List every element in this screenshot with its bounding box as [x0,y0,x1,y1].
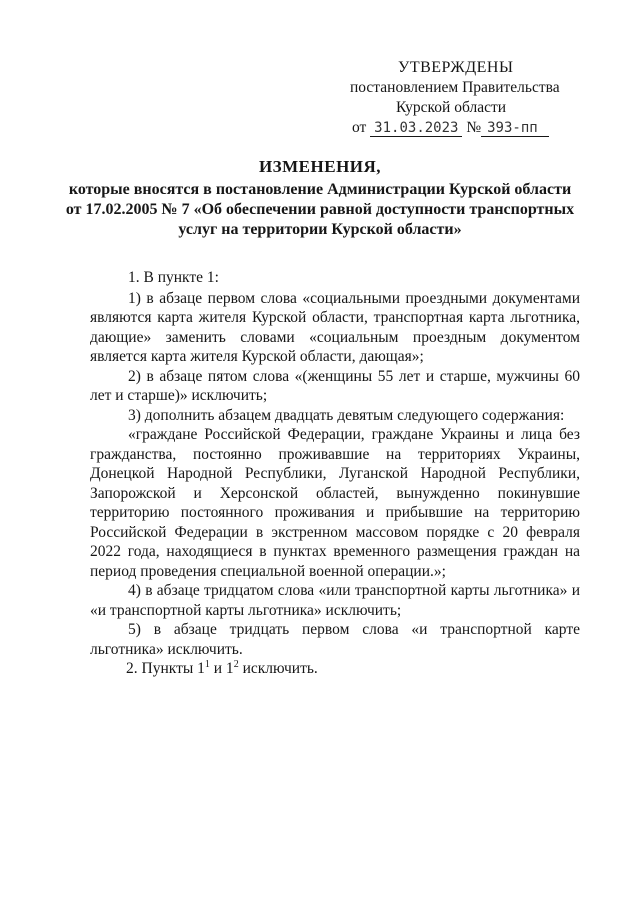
date-prefix: от [352,119,367,136]
approval-block [350,58,600,138]
paragraph-5: «граждане Российской Федерации, граждане Украины и лица без гражданства, постоянно проживавшие на территориях Украины, Донецкой Народной Республики, Луганской Народной Республики, Запорожской и Херсонской областей, вынужденно покинувшие территорию постоянного проживания и прибывшие на территорию Российской Федерации в экстренном массовом порядке с 20 февраля 2022 года, находящиеся в пунктах временного размещения граждан на период проведения специальной военной операции.»; [90,426,580,580]
document-body [90,268,580,679]
paragraph-1: 1. В пункте 1: [128,269,219,286]
paragraph-4: 3) дополнить абзацем двадцать девятым следующего содержания: [128,406,565,424]
paragraph-7: 5) в абзаце тридцать первом слова «и транспортной карте льготника» исключить. [90,621,580,658]
paragraph-8 [90,659,580,679]
number-prefix: № [466,119,482,136]
p8-prefix: 2. Пункты 1 [126,660,205,677]
heading-title: ИЗМЕНЕНИЯ, [258,157,382,176]
approval-line-region: Курской области [396,99,507,116]
approval-title: УТВЕРЖДЕНЫ [398,59,514,76]
approval-date-line [350,118,600,138]
approval-line-government: постановлением Правительства [350,79,560,96]
paragraph-2: 1) в абзаце первом слова «социальными проездными документами являются карта жителя Курской области, транспортная карта льготника, дающие» заменить словами «социальным проездным документом является карта жителя Курской области, дающая»; [90,289,580,365]
paragraph-6: 4) в абзаце тридцатом слова «или транспортной карты льготника» и «и транспортной карты льготника» исключить; [90,582,580,619]
p8-sup-2: 2 [233,658,239,670]
approval-date: 31.03.2023 [370,120,462,137]
document-heading [60,157,580,240]
heading-line-2: от 17.02.2005 № 7 «Об обеспечении равной доступности транспортных [65,201,575,218]
p8-suffix: исключить. [238,660,318,677]
heading-line-1: которые вносятся в постановление Администрации Курской области [68,181,572,198]
paragraph-3: 2) в абзаце пятом слова «(женщины 55 лет и старше, мужчины 60 лет и старше)» исключить; [90,367,580,404]
approval-number: 393-пп [481,120,549,137]
p8-mid: и 1 [209,660,234,677]
heading-line-3: услуг на территории Курской области» [178,221,462,238]
p8-sup-1: 1 [204,658,210,670]
